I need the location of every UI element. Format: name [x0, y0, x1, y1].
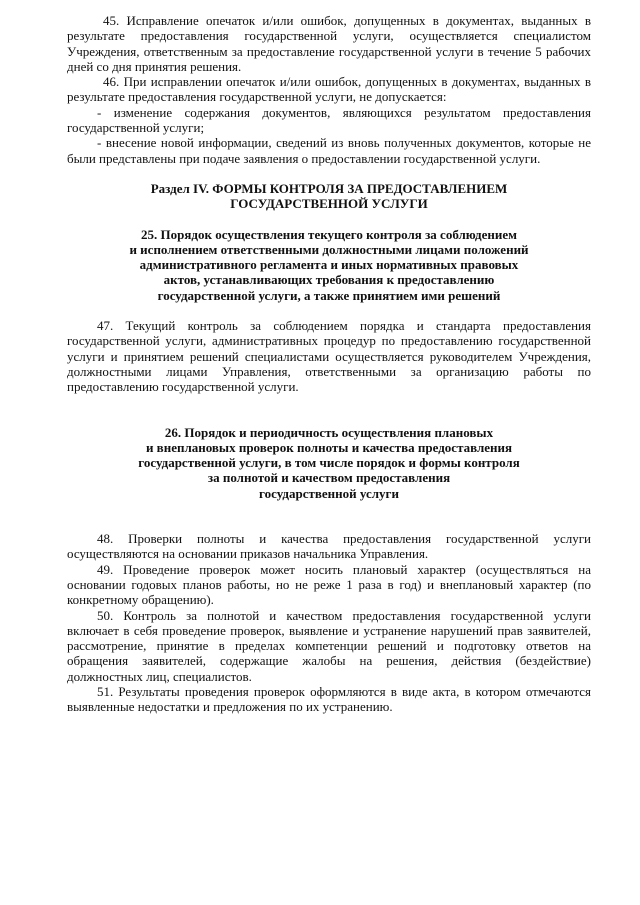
subsection-26-heading-line: 26. Порядок и периодичность осуществления плановых [164, 424, 494, 440]
subsection-26-heading-line: государственной услуги [259, 485, 399, 501]
section-4-heading [67, 181, 591, 212]
paragraph-51: 51. Результаты проведения проверок оформляются в виде акта, в котором отмечаются выявленные недостатки и предложения по их устранению. [67, 683, 591, 715]
paragraph-46: 46. При исправлении опечаток и/или ошибок, допущенных в документах, выданных в результате предоставления государственной услуги, не допускается: [67, 74, 591, 105]
section-4-heading-line: ГОСУДАРСТВЕННОЙ УСЛУГИ [230, 196, 428, 212]
document-page [67, 13, 591, 715]
paragraph-46-item-1: - изменение содержания документов, являющихся результатом предоставления государственной услуги; [67, 104, 591, 136]
subsection-25-heading-line: государственной услуги, а также принятием ими решений [157, 287, 501, 303]
subsection-25-heading [67, 227, 591, 303]
subsection-25-heading-line: актов, устанавливающих требования к предоставлению [163, 272, 495, 288]
subsection-26-heading-line: за полнотой и качеством предоставления [207, 470, 451, 486]
subsection-25-heading-line: и исполнением ответственными должностными лицами положений [129, 241, 529, 257]
paragraph-46-item-2: - внесение новой информации, сведений из вновь полученных документов, которые не были представлены при подаче заявления о предоставлении государственной услуги. [67, 135, 591, 166]
subsection-26-heading [67, 425, 591, 501]
paragraph-48: 48. Проверки полноты и качества предоставления государственной услуги осуществляются на основании приказов начальника Управления. [67, 531, 591, 562]
subsection-25-heading-line: административного регламента и иных нормативных правовых [139, 257, 519, 273]
subsection-26-heading-line: государственной услуги, в том числе порядок и формы контроля [138, 455, 520, 471]
paragraph-47: 47. Текущий контроль за соблюдением порядка и стандарта предоставления государственной услуги, административных процедур по предоставлению государственной услуги и принятием решений специалистами осуществляется руководителем Учреждения, должностными лицами Управления, ответственными за организацию работы по предоставлению государственной услуги. [67, 318, 591, 395]
paragraph-45: 45. Исправление опечаток и/или ошибок, допущенных в документах, выданных в результате предоставления государственной услуги, осуществляется специалистом Учреждения, ответственным за предоставление государственной услуги в течение 5 рабочих дней со дня принятия решения. [67, 13, 591, 74]
paragraph-49: 49. Проведение проверок может носить плановый характер (осуществляться на основании годовых планов работы, но не реже 1 раза в год) и внеплановый характер (по конкретному обращению). [67, 561, 591, 608]
section-4-heading-line: Раздел IV. ФОРМЫ КОНТРОЛЯ ЗА ПРЕДОСТАВЛЕНИЕМ [150, 180, 508, 196]
paragraph-50: 50. Контроль за полнотой и качеством предоставления государственной услуги включает в себя проведение проверок, выявление и устранение нарушений прав заявителей, рассмотрение, принятие в пределах компетенции решений и подготовку ответов на обращения заявителей, содержащие жалобы на решения, действия (бездействие) должностных лиц, специалистов. [67, 607, 591, 684]
subsection-25-heading-line: 25. Порядок осуществления текущего контроля за соблюдением [141, 226, 517, 242]
subsection-26-heading-line: и внеплановых проверок полноты и качества предоставления [145, 439, 513, 455]
